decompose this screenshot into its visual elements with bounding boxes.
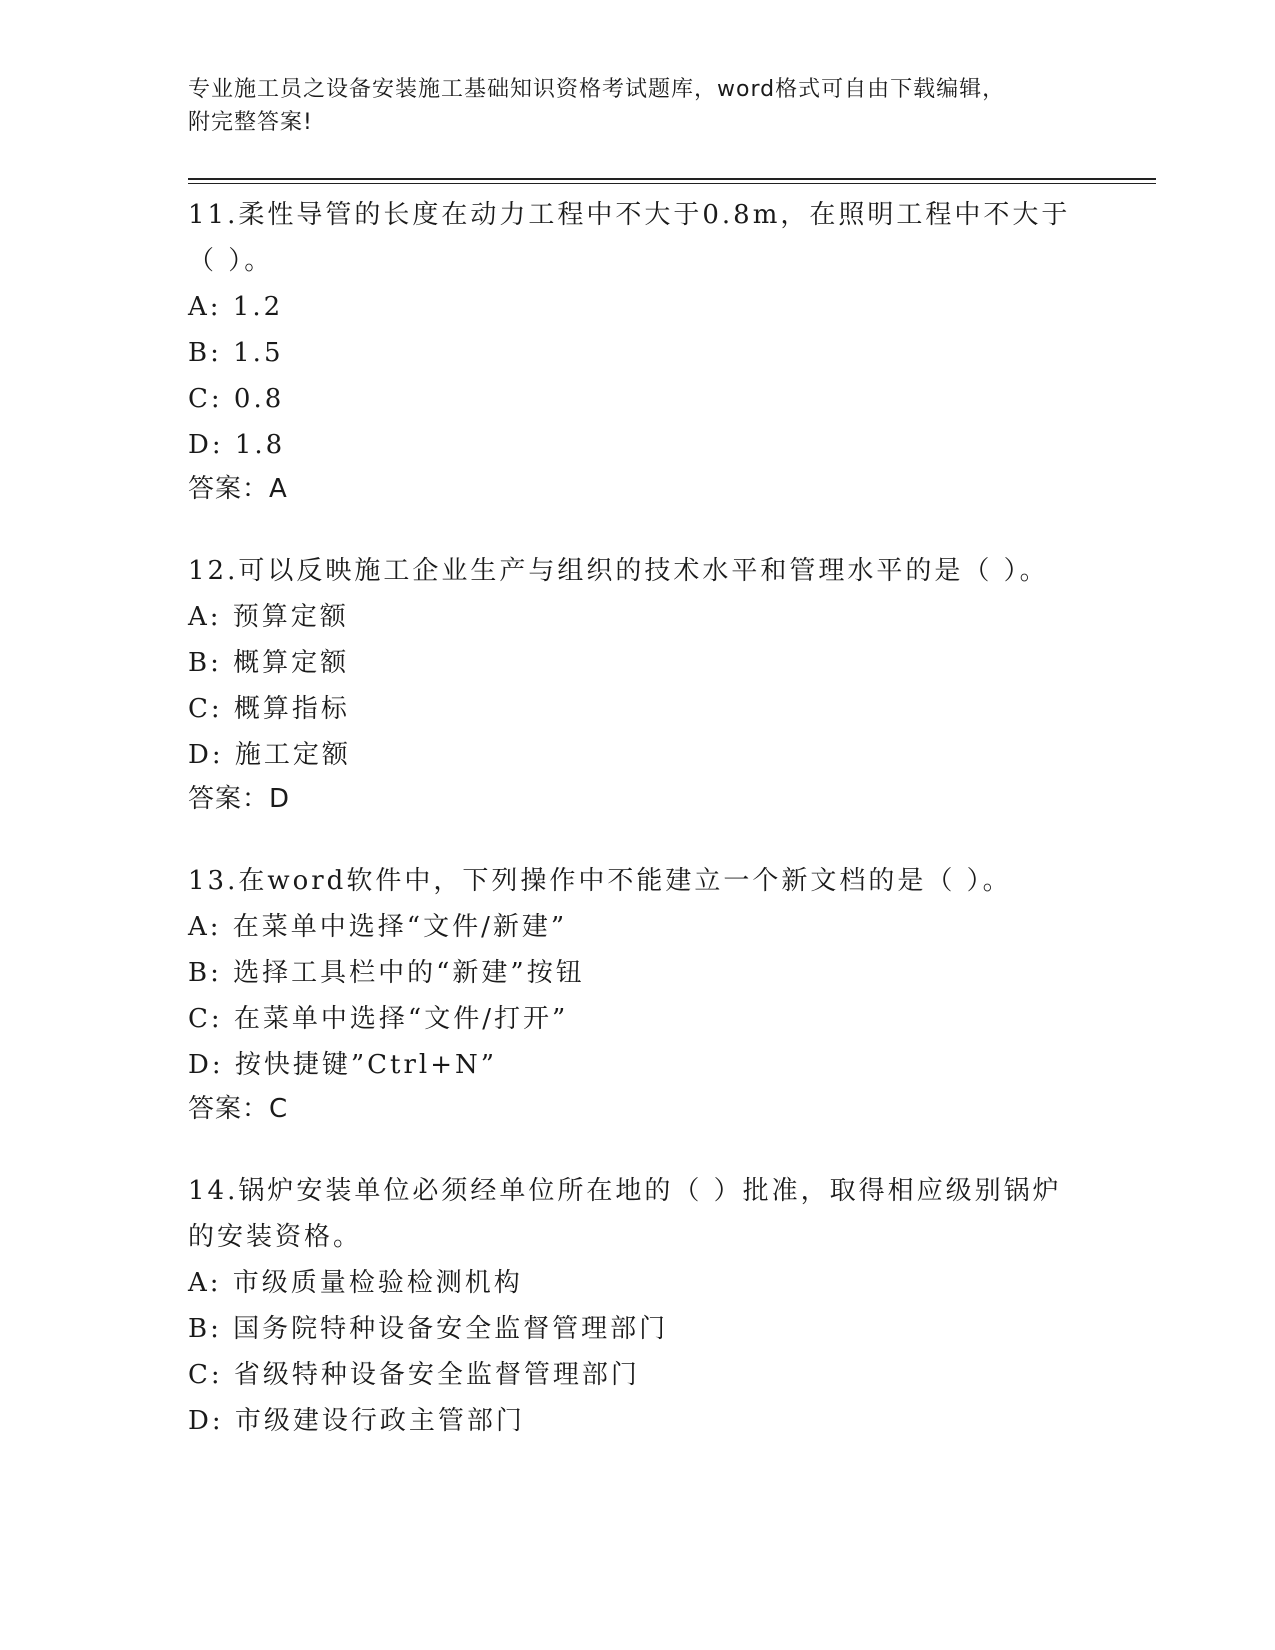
option-b: B: 概算定额 <box>188 648 350 678</box>
document-header <box>188 73 1088 139</box>
option-c: C: 0.8 <box>188 384 285 414</box>
question-stem: 13.在word软件中，下列操作中不能建立一个新文档的是（ ）。 <box>188 866 1012 896</box>
header-divider-thick <box>188 178 1156 180</box>
header-line-1: 专业施工员之设备安装施工基础知识资格考试题库，word格式可自由下载编辑， <box>188 77 1006 102</box>
option-d: D: 1.8 <box>188 430 286 460</box>
question-stem: 12.可以反映施工企业生产与组织的技术水平和管理水平的是（ ）。 <box>188 556 1049 586</box>
option-a: A: 1.2 <box>188 292 284 322</box>
header-line-2: 附完整答案! <box>188 110 313 135</box>
header-divider-thin <box>188 183 1156 184</box>
answer-line: 答案：D <box>188 784 291 814</box>
option-a: A: 在菜单中选择“文件/新建” <box>188 912 568 942</box>
question-13 <box>188 858 1088 1130</box>
answer-line: 答案：A <box>188 474 288 504</box>
option-b: B: 选择工具栏中的“新建”按钮 <box>188 958 585 988</box>
option-d: D: 按快捷键”Ctrl+N” <box>188 1050 498 1080</box>
option-c: C: 概算指标 <box>188 694 350 724</box>
option-d: D: 施工定额 <box>188 740 351 770</box>
option-a: A: 预算定额 <box>188 602 349 632</box>
question-list <box>188 192 1088 1482</box>
option-a: A: 市级质量检验检测机构 <box>188 1268 523 1298</box>
question-stem: 14.锅炉安装单位必须经单位所在地的（ ）批准，取得相应级别锅炉的安装资格。 <box>188 1176 1062 1252</box>
option-b: B: 1.5 <box>188 338 284 368</box>
question-14 <box>188 1168 1088 1444</box>
option-c: C: 省级特种设备安全监督管理部门 <box>188 1360 640 1390</box>
option-b: B: 国务院特种设备安全监督管理部门 <box>188 1314 669 1344</box>
answer-line: 答案：C <box>188 1094 289 1124</box>
option-c: C: 在菜单中选择“文件/打开” <box>188 1004 569 1034</box>
question-11 <box>188 192 1088 510</box>
option-d: D: 市级建设行政主管部门 <box>188 1406 525 1436</box>
question-stem: 11.柔性导管的长度在动力工程中不大于0.8m，在照明工程中不大于（ ）。 <box>188 200 1071 276</box>
question-12 <box>188 548 1088 820</box>
